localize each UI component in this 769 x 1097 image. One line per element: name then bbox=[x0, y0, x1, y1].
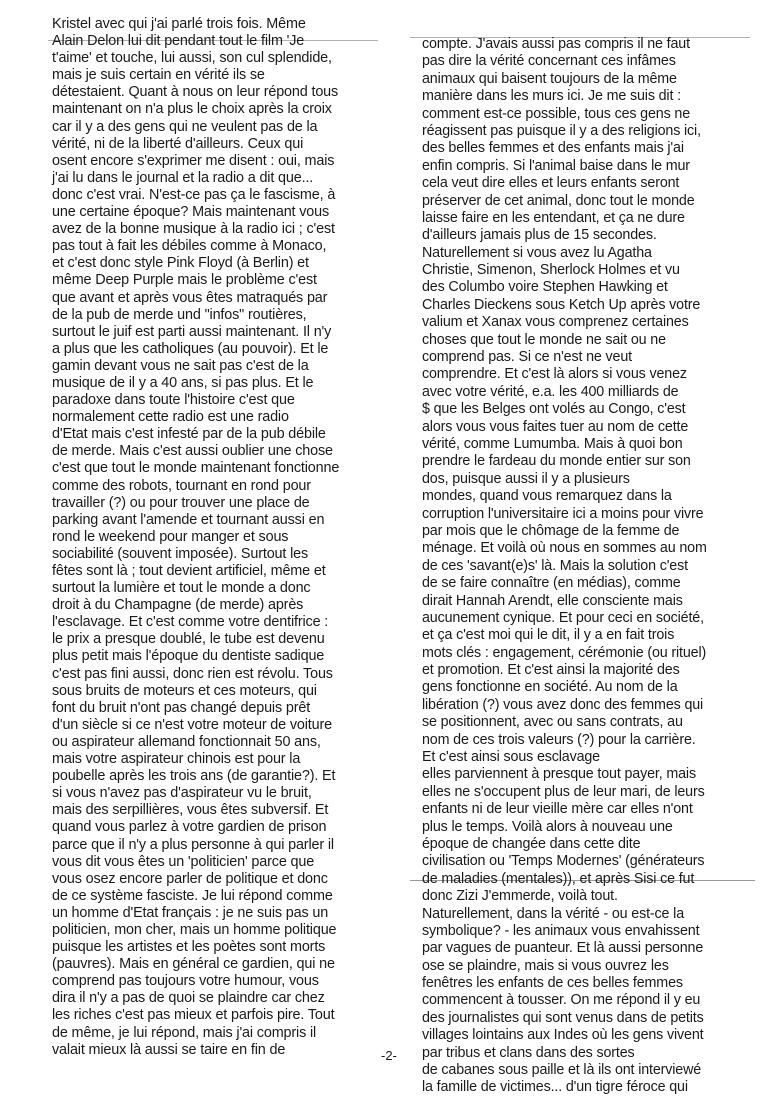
text-line: dos, puisque aussi il y a plusieurs bbox=[422, 470, 630, 487]
text-line: époque de changée dans cette dite bbox=[422, 835, 641, 852]
text-line: de maladies (mentales)), et après Sisi ce fut bbox=[422, 870, 695, 887]
text-line: osent encore s'exprimer me disent : oui, mais bbox=[52, 152, 335, 169]
text-line: mais votre aspirateur chinois est pour la bbox=[52, 751, 301, 768]
text-line: elles parviennent à presque tout payer, mais bbox=[422, 766, 696, 783]
text-line: manière dans les murs ici. Je me suis dit : bbox=[422, 88, 681, 105]
text-line: compte. J'avais aussi pas compris il ne faut bbox=[422, 36, 690, 52]
text-line: dira il n'y a pas de quoi se plaindre car chez bbox=[52, 990, 325, 1007]
text-line: sous bruits de moteurs et ces moteurs, qui bbox=[52, 682, 317, 699]
text-line: libération (?) vous avez donc des femmes qui bbox=[422, 696, 704, 713]
text-line: paradoxe dans toute l'histoire c'est que bbox=[52, 392, 295, 409]
text-line: Naturellement, dans la vérité - ou est-ce la bbox=[422, 905, 684, 922]
text-line: les riches c'est pas mieux et parfois pire. Tout bbox=[52, 1007, 335, 1024]
text-line: symbolique? - les animaux vous envahissent bbox=[422, 922, 700, 939]
text-line: la famille de victimes... d'un tigre féroce qui bbox=[422, 1079, 688, 1096]
text-line: cela veut dire elles et leurs enfants seront bbox=[422, 175, 680, 192]
text-line: plus petit mais l'époque du dentiste sadique bbox=[52, 648, 325, 665]
text-line: quand vous parlez à votre gardien de prison bbox=[52, 819, 327, 836]
text-line: valium et Xanax vous comprenez certaines bbox=[422, 314, 689, 331]
text-line: comment est-ce possible, tous ces gens ne bbox=[422, 105, 691, 122]
text-line: le prix a presque doublé, le tube est devenu bbox=[52, 631, 325, 648]
text-line: musique de il y a 40 ans, si pas plus. Et le bbox=[52, 374, 314, 391]
text-line: c'est que tout le monde maintenant fonctionne bbox=[52, 460, 340, 477]
text-line: Christie, Simenon, Sherlock Holmes et vu bbox=[422, 262, 680, 279]
text-line: une certaine époque? Mais maintenant vous bbox=[52, 204, 330, 221]
text-line: elles ne s'occupent plus de leur mari, de leurs bbox=[422, 783, 705, 800]
text-line: surtout le juif est parti aussi maintenant. Il n'y bbox=[52, 323, 332, 340]
text-line: de cabanes sous paille et là ils ont interviewé bbox=[422, 1062, 702, 1079]
page-number: -2- bbox=[381, 1048, 397, 1063]
text-line: et promotion. Et c'est ainsi la majorité des bbox=[422, 662, 680, 679]
text-line: d'un siècle si ce n'est votre moteur de voiture bbox=[52, 716, 333, 733]
text-line: si vous n'avez pas d'aspirateur vu le bruit, bbox=[52, 785, 312, 802]
text-line: l'esclavage. Et c'est comme votre dentifrice : bbox=[52, 614, 329, 631]
text-line: commencent à tousser. On me répond il y eu bbox=[422, 992, 701, 1009]
text-line: mais je suis certain en vérité ils se bbox=[52, 67, 265, 84]
text-line: et ça c'est moi qui le dit, il y a en fait trois bbox=[422, 627, 675, 644]
text-line: travailler (?) ou pour trouver une place de bbox=[52, 494, 310, 511]
text-line: des journalistes qui sont venus dans de petits bbox=[422, 1009, 704, 1026]
text-line: parce que il n'y a plus personne à qui parler il bbox=[52, 836, 334, 853]
text-line: avec votre vérité, e.a. les 400 milliards de bbox=[422, 383, 679, 400]
text-line: pas tout à fait les débiles comme à Monaco, bbox=[52, 238, 327, 255]
left-text-column bbox=[52, 16, 370, 1059]
text-line: choses que tout le monde ne sait ou ne bbox=[422, 331, 666, 348]
text-line: réagissent pas puisque il y a des religions ici, bbox=[422, 122, 701, 139]
text-line: plus le temps. Voilà alors à nouveau une bbox=[422, 818, 673, 835]
text-line: nom de ces trois valeurs (?) pour la carrière. bbox=[422, 731, 696, 748]
text-line: ou aspirateur allemand fonctionnait 50 ans, bbox=[52, 733, 321, 750]
text-line: et c'est donc style Pink Floyd (à Berlin) et bbox=[52, 255, 309, 272]
text-line: de ce système fasciste. Je lui répond comme bbox=[52, 887, 333, 904]
text-line: un homme d'Etat français : je ne suis pas un bbox=[52, 904, 329, 921]
text-line: font du bruit n'ont pas changé depuis prêt bbox=[52, 699, 311, 716]
text-line: rond le weekend pour manger et sous bbox=[52, 528, 289, 545]
text-line: donc Zizi J'emmerde, voilà tout. bbox=[422, 888, 618, 905]
text-line: de la pub de merde und "infos" routières, bbox=[52, 306, 307, 323]
text-line: politicien, mon cher, mais un homme politique bbox=[52, 921, 337, 938]
text-line: aucunement cynique. Et pour ceci en société, bbox=[422, 609, 704, 626]
text-line: gens fonctionne en société. Au nom de la bbox=[422, 679, 678, 696]
text-line: t'aime' et touche, lui aussi, son cul splendide, bbox=[52, 50, 332, 67]
text-line: poubelle après les trois ans (de garantie?). Et bbox=[52, 768, 336, 785]
text-line: gamin devant vous ne sait pas c'est de la bbox=[52, 357, 309, 374]
text-line: mais des serpillières, vous êtes subversif. Et bbox=[52, 802, 329, 819]
text-line: Alain Delon lui dit pendant tout le film 'Je bbox=[52, 33, 305, 50]
text-line: d'ailleurs jamais plus de 15 secondes. bbox=[422, 227, 657, 244]
text-line: d'Etat mais c'est infesté par de la pub débile bbox=[52, 426, 326, 443]
text-line: vous dit vous êtes un 'politicien' parce que bbox=[52, 853, 315, 870]
text-line: même Deep Purple mais le problème c'est bbox=[52, 272, 317, 289]
text-line: animaux qui baisent toujours de la même bbox=[422, 70, 677, 87]
text-line: enfin compris. Si l'animal baise dans le mur bbox=[422, 157, 690, 174]
text-line: comme des robots, tournant en rond pour bbox=[52, 477, 311, 494]
text-line: civilisation ou 'Temps Modernes' (générateurs bbox=[422, 853, 705, 870]
text-line: corruption l'universitaire ici a moins pour vivre bbox=[422, 505, 704, 522]
text-line: Charles Dieckens sous Ketch Up après votre bbox=[422, 296, 701, 313]
text-line: c'est pas fini aussi, donc rien est révolu. Tous bbox=[52, 665, 333, 682]
text-line: vous osez encore parler de politique et donc bbox=[52, 870, 328, 887]
text-line: de ces 'savant(e)s' là. Mais la solution c'est bbox=[422, 557, 688, 574]
text-line: prendre le fardeau du monde entier sur son bbox=[422, 453, 691, 470]
text-line: donc c'est vrai. N'est-ce pas ça le fascisme, à bbox=[52, 186, 336, 203]
text-line: des belles femmes et des enfants mais j'ai bbox=[422, 140, 684, 157]
text-line: pas dire la vérité concernant ces infâmes bbox=[422, 53, 676, 70]
text-line: mots clés : engagement, cérémonie (ou rituel) bbox=[422, 644, 707, 661]
text-line: puisque les artistes et les poètes sont morts bbox=[52, 939, 326, 956]
text-line: mondes, quand vous remarquez dans la bbox=[422, 488, 672, 505]
text-line: de même, je lui répond, mais j'ai compris il bbox=[52, 1024, 317, 1041]
text-line: Kristel avec qui j'ai parlé trois fois. Même bbox=[52, 16, 306, 32]
text-line: a plus que les catholiques (au pouvoir). Et le bbox=[52, 340, 329, 357]
text-line: préserver de cet animal, donc tout le monde bbox=[422, 192, 695, 209]
text-line: fenêtres les enfants de ces belles femmes bbox=[422, 975, 683, 992]
text-line: par tribus et clans dans des sortes bbox=[422, 1044, 635, 1061]
text-line: de merde. Mais c'est aussi oublier une chose bbox=[52, 443, 333, 460]
text-line: parking avant l'amende et tournant aussi en bbox=[52, 511, 325, 528]
text-line: $ que les Belges ont volés au Congo, c'est bbox=[422, 401, 686, 418]
text-line: détestaient. Quant à nous on leur répond tous bbox=[52, 84, 339, 101]
right-text-column bbox=[422, 36, 738, 1097]
text-line: enfants ni de leur vieille mère car elles n'ont bbox=[422, 801, 693, 818]
text-line: laisse faire en les entendant, et ça ne dure bbox=[422, 209, 685, 226]
text-line: car il y a des gens qui ne veulent pas de la bbox=[52, 118, 318, 135]
text-line: maintenant on n'a plus le choix après la croix bbox=[52, 101, 332, 118]
text-line: villages lointains aux Indes où les gens vivent bbox=[422, 1027, 704, 1044]
text-line: se positionnent, avec ou sans contrats, au bbox=[422, 714, 683, 731]
text-line: par mois que le chômage de la femme de bbox=[422, 522, 680, 539]
text-line: avez de la bonne musique à la radio ici ; c'est bbox=[52, 221, 335, 238]
text-line: sociabilité (souvent imposée). Surtout les bbox=[52, 545, 309, 562]
text-line: comprend pas toujours votre humour, vous bbox=[52, 973, 319, 990]
text-line: dirait Hannah Arendt, elle consciente mais bbox=[422, 592, 683, 609]
text-line: de se faire connaître (en médias), comme bbox=[422, 575, 681, 592]
text-line: Naturellement si vous avez lu Agatha bbox=[422, 244, 652, 261]
text-line: normalement cette radio est une radio bbox=[52, 409, 289, 426]
text-line: fêtes sont là ; tout devient artificiel, même et bbox=[52, 563, 326, 579]
text-line: ménage. Et voilà où nous en sommes au nom bbox=[422, 540, 707, 557]
text-line: j'ai lu dans le journal et la radio a dit que... bbox=[52, 169, 314, 186]
text-line: (pauvres). Mais en général ce gardien, qui ne bbox=[52, 956, 335, 973]
text-line: vérité, ni de la liberté d'ailleurs. Ceux qui bbox=[52, 135, 304, 152]
text-line: Et c'est ainsi sous esclavage bbox=[422, 749, 600, 766]
text-line: par vagues de puanteur. Et là aussi personne bbox=[422, 940, 704, 957]
text-line: alors vous vous faites tuer au nom de cette bbox=[422, 418, 689, 435]
text-line: droit à du Champagne (de merde) après bbox=[52, 597, 304, 614]
text-line: que avant et après vous êtes matraqués par bbox=[52, 289, 328, 306]
text-line: vérité, comme Lumumba. Mais à quoi bon bbox=[422, 435, 683, 452]
text-line: comprendre. Et c'est là alors si vous venez bbox=[422, 366, 687, 383]
text-line: surtout la lumière et tout le monde a donc bbox=[52, 580, 311, 597]
text-line: ose se plaindre, mais si vous ouvrez les bbox=[422, 957, 669, 974]
text-line: comprend pas. Si ce n'est ne veut bbox=[422, 349, 632, 366]
text-line: des Columbo voire Stephen Hawking et bbox=[422, 279, 668, 296]
text-line: valait mieux là aussi se taire en fin de bbox=[52, 1041, 286, 1058]
